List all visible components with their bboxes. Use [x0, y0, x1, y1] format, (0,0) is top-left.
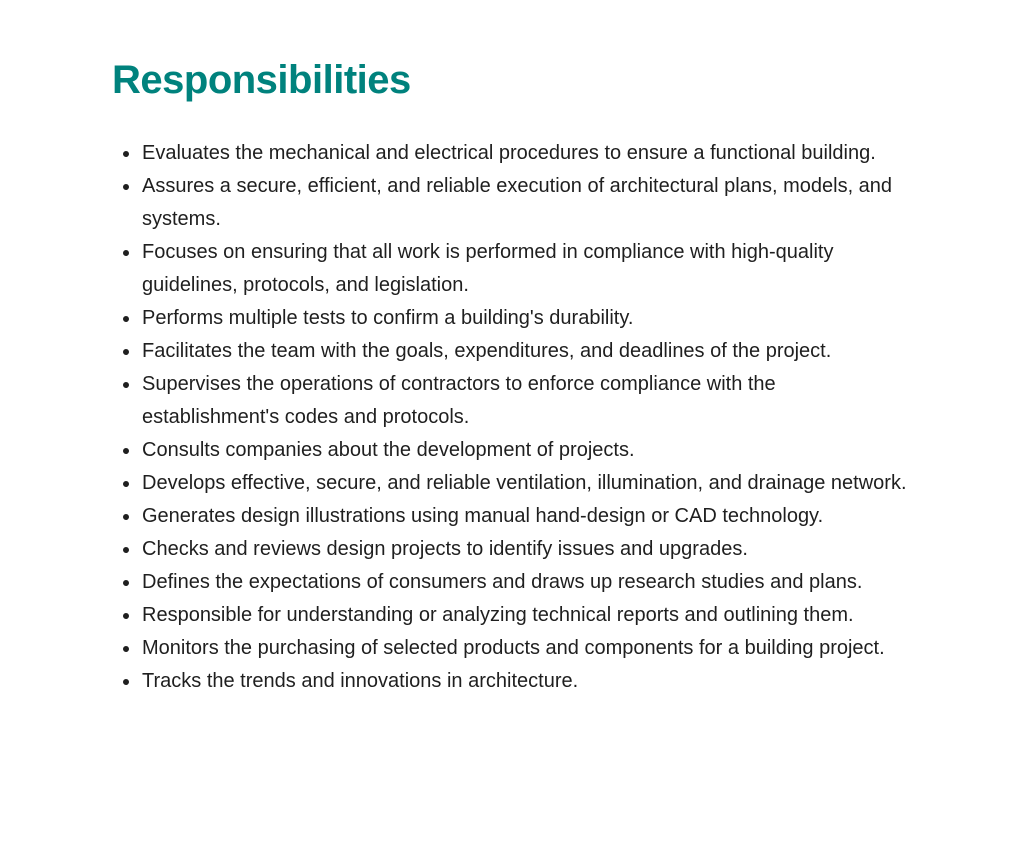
list-item [142, 434, 912, 467]
list-item [142, 632, 912, 665]
bullet-icon [123, 514, 129, 520]
list-item [142, 137, 912, 170]
bullet-icon [123, 382, 129, 388]
bullet-icon [123, 316, 129, 322]
responsibilities-list [142, 137, 912, 698]
list-item [142, 599, 912, 632]
list-item-text: Tracks the trends and innovations in architecture. [142, 670, 579, 692]
list-item-text: Assures a secure, efficient, and reliable execution of architectural plans, models, and systems. [142, 175, 893, 230]
bullet-icon [123, 349, 129, 355]
bullet-icon [123, 679, 129, 685]
list-item [142, 170, 912, 236]
list-item [142, 302, 912, 335]
bullet-icon [123, 481, 129, 487]
bullet-icon [123, 184, 129, 190]
list-item-text: Evaluates the mechanical and electrical procedures to ensure a functional building. [142, 142, 876, 164]
list-item-text: Facilitates the team with the goals, expenditures, and deadlines of the project. [142, 340, 832, 362]
bullet-icon [123, 580, 129, 586]
list-item [142, 335, 912, 368]
bullet-icon [123, 250, 129, 256]
list-item [142, 368, 912, 434]
section-heading: Responsibilities [112, 58, 411, 102]
list-item-text: Consults companies about the development of projects. [142, 439, 635, 461]
list-item [142, 566, 912, 599]
bullet-icon [123, 646, 129, 652]
list-item [142, 533, 912, 566]
bullet-icon [123, 448, 129, 454]
list-item-text: Performs multiple tests to confirm a building's durability. [142, 307, 634, 329]
list-item [142, 665, 912, 698]
list-item-text: Generates design illustrations using manual hand-design or CAD technology. [142, 505, 824, 527]
list-item [142, 236, 912, 302]
list-item-text: Defines the expectations of consumers and draws up research studies and plans. [142, 571, 863, 593]
list-item [142, 467, 912, 500]
list-item-text: Responsible for understanding or analyzing technical reports and outlining them. [142, 604, 854, 626]
list-item-text: Monitors the purchasing of selected products and components for a building project. [142, 637, 885, 659]
list-item-text: Supervises the operations of contractors to enforce compliance with the establishment's codes and protocols. [142, 373, 776, 428]
list-item-text: Checks and reviews design projects to identify issues and upgrades. [142, 538, 748, 560]
bullet-icon [123, 613, 129, 619]
bullet-icon [123, 547, 129, 553]
list-item [142, 500, 912, 533]
list-item-text: Focuses on ensuring that all work is performed in compliance with high-quality guidelines, protocols, and legislation. [142, 241, 834, 296]
list-item-text: Develops effective, secure, and reliable ventilation, illumination, and drainage network. [142, 472, 907, 494]
bullet-icon [123, 151, 129, 157]
